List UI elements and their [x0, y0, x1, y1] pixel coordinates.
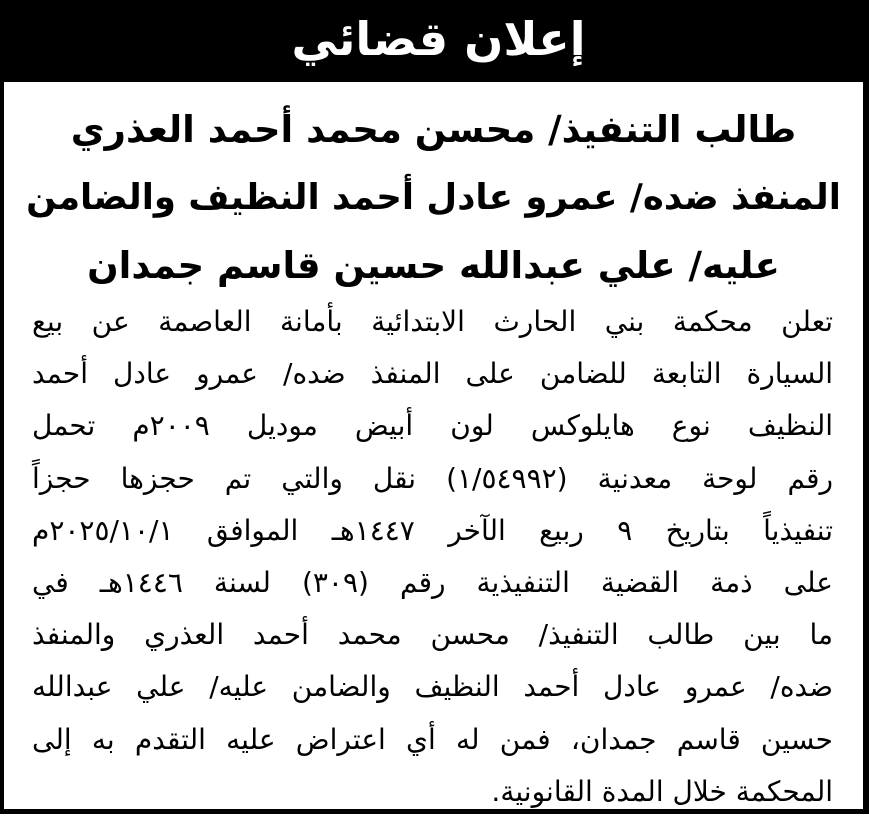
- party-line-defendant: المنفذ ضده/ عمرو عادل أحمد النظيف والضامن: [26, 177, 841, 218]
- notice-body: [32, 296, 833, 818]
- body-line: على ذمة القضية التنفيذية رقم (٣٠٩) لسنة ١٤٤٦هـ في: [32, 565, 833, 599]
- body-line: السيارة التابعة للضامن على المنفذ ضده/ عمرو عادل أحمد: [32, 357, 833, 391]
- body-line: تعلن محكمة بني الحارث الابتدائية بأمانة العاصمة عن بيع: [32, 305, 833, 338]
- notice-title: إعلان قضائي: [291, 12, 586, 66]
- body-line: تنفيذياً بتاريخ ٩ ربيع الآخر ١٤٤٧هـ الموافق ٢٠٢٥/١٠/١م: [32, 513, 834, 547]
- body-line: رقم لوحة معدنية (١/٥٤٩٩٢) نقل والتي تم حجزها حجزاً: [32, 461, 833, 495]
- party-line-guarantor: عليه/ علي عبدالله حسين قاسم جمدان: [87, 244, 780, 287]
- body-line: المحكمة خلال المدة القانونية.: [491, 774, 833, 808]
- body-line: ما بين طالب التنفيذ/ محسن محمد أحمد العذري والمنفذ: [32, 618, 833, 652]
- body-line: حسين قاسم جمدان، فمن له أي اعتراض عليه التقدم به إلى: [32, 722, 833, 756]
- body-line: ضده/ عمرو عادل أحمد النظيف والضامن عليه/ علي عبدالله: [32, 670, 833, 704]
- body-line: النظيف نوع هايلوكس لون أبيض موديل ٢٠٠٩م تحمل: [32, 409, 833, 443]
- parties-block: [24, 96, 843, 300]
- party-line-applicant: طالب التنفيذ/ محسن محمد أحمد العذري: [70, 108, 797, 151]
- notice-header: [4, 0, 869, 82]
